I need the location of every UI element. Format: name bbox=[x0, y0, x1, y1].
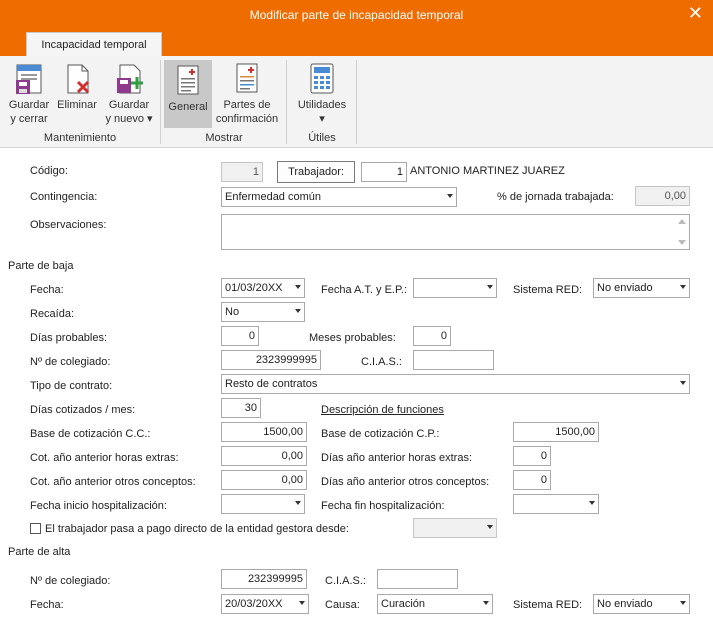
alta-fecha-picker[interactable] bbox=[221, 594, 309, 614]
chevron-down-icon bbox=[295, 501, 301, 505]
tab-incapacidad-temporal[interactable]: Incapacidad temporal bbox=[26, 32, 162, 56]
hosp-inicio-label: Fecha inicio hospitalización: bbox=[30, 500, 167, 512]
base-cp-field[interactable]: 1500,00 bbox=[513, 422, 599, 442]
group-mantenimiento: Mantenimiento bbox=[43, 132, 117, 144]
trabajador-code-field[interactable]: 1 bbox=[361, 162, 407, 182]
causa-label: Causa: bbox=[325, 599, 360, 611]
alta-sistema-red-select[interactable] bbox=[593, 594, 690, 614]
alta-cias-field[interactable] bbox=[377, 569, 458, 589]
meses-probables-label: Meses probables: bbox=[309, 332, 396, 344]
contingencia-select[interactable] bbox=[221, 187, 457, 207]
save-new-button[interactable] bbox=[104, 58, 154, 126]
pago-directo-checkbox[interactable] bbox=[30, 523, 41, 534]
save-close-label-2: y cerrar bbox=[10, 113, 48, 125]
dias-cotizados-label: Días cotizados / mes: bbox=[30, 404, 136, 416]
tab-strip bbox=[0, 30, 713, 56]
alta-colegiado-label: Nº de colegiado: bbox=[30, 575, 111, 587]
alta-fecha-label: Fecha: bbox=[30, 599, 64, 611]
cot-otros-field[interactable]: 0,00 bbox=[221, 470, 307, 490]
baja-fecha-picker[interactable] bbox=[221, 278, 305, 298]
jornada-field[interactable]: 0,00 bbox=[635, 186, 690, 206]
cot-horas-field[interactable]: 0,00 bbox=[221, 446, 307, 466]
meses-probables-field[interactable]: 0 bbox=[413, 326, 451, 346]
baja-fecha-label: Fecha: bbox=[30, 284, 64, 296]
window-title: Modificar parte de incapacidad temporal bbox=[249, 8, 464, 22]
baja-sistema-red-select[interactable] bbox=[593, 278, 690, 298]
form-area bbox=[0, 148, 713, 631]
hosp-fin-label: Fecha fin hospitalización: bbox=[321, 500, 445, 512]
fecha-at-picker[interactable] bbox=[413, 278, 497, 298]
alta-fecha-value: 20/03/20XX bbox=[225, 598, 283, 610]
dias-horas-label: Días año anterior horas extras: bbox=[321, 452, 473, 464]
alta-sistema-red-value: No enviado bbox=[597, 598, 653, 610]
baja-cias-field[interactable] bbox=[413, 350, 494, 370]
causa-value: Curación bbox=[381, 598, 426, 610]
baja-sistema-red-label: Sistema RED: bbox=[513, 284, 583, 296]
save-close-icon bbox=[14, 62, 44, 96]
general-label: General bbox=[168, 101, 208, 113]
baja-colegiado-label: Nº de colegiado: bbox=[30, 356, 111, 368]
fecha-at-label: Fecha A.T. y E.P.: bbox=[321, 284, 408, 296]
baja-colegiado-field[interactable]: 2323999995 bbox=[221, 350, 321, 370]
chevron-down-icon bbox=[680, 285, 686, 289]
dias-otros-field[interactable]: 0 bbox=[513, 470, 551, 490]
recaida-label: Recaída: bbox=[30, 308, 75, 320]
tipo-contrato-select[interactable] bbox=[221, 374, 690, 394]
save-new-icon bbox=[114, 62, 144, 96]
recaida-value: No bbox=[225, 306, 240, 318]
contingencia-label: Contingencia: bbox=[30, 191, 98, 203]
alta-section-title: Parte de alta bbox=[8, 546, 71, 558]
chevron-down-icon bbox=[299, 601, 305, 605]
utilities-dropdown-arrow: ▾ bbox=[319, 113, 325, 125]
chevron-down-icon bbox=[447, 194, 453, 198]
chevron-down-icon bbox=[680, 601, 686, 605]
descripcion-funciones-link[interactable]: Descripción de funciones bbox=[321, 404, 444, 416]
group-mostrar: Mostrar bbox=[205, 132, 243, 144]
base-cc-field[interactable]: 1500,00 bbox=[221, 422, 307, 442]
chevron-down-icon bbox=[680, 381, 686, 385]
hosp-fin-picker[interactable] bbox=[513, 494, 599, 514]
medical-document-icon bbox=[232, 62, 262, 96]
ribbon-separator bbox=[286, 60, 287, 144]
medical-document-icon bbox=[173, 64, 203, 98]
tipo-contrato-value: Resto de contratos bbox=[225, 378, 318, 390]
scroll-down-icon[interactable] bbox=[678, 240, 686, 245]
chevron-down-icon bbox=[487, 525, 493, 529]
hosp-inicio-picker[interactable] bbox=[221, 494, 305, 514]
observaciones-textarea[interactable] bbox=[221, 214, 690, 250]
alta-colegiado-field[interactable]: 232399995 bbox=[221, 569, 307, 589]
dias-cotizados-field[interactable]: 30 bbox=[221, 398, 261, 418]
delete-icon bbox=[62, 62, 92, 96]
chevron-down-icon bbox=[483, 601, 489, 605]
ribbon-separator bbox=[160, 60, 161, 144]
pago-directo-picker[interactable] bbox=[413, 518, 497, 538]
tipo-contrato-label: Tipo de contrato: bbox=[30, 380, 113, 392]
observaciones-label: Observaciones: bbox=[30, 219, 107, 231]
general-button[interactable] bbox=[164, 60, 212, 128]
cot-otros-label: Cot. año anterior otros conceptos: bbox=[30, 476, 196, 488]
dias-otros-label: Días año anterior otros conceptos: bbox=[321, 476, 490, 488]
alta-cias-label: C.I.A.S.: bbox=[325, 575, 366, 587]
title-bar bbox=[0, 0, 713, 30]
confirmation-parts-label-2: confirmación bbox=[215, 113, 279, 125]
codigo-field[interactable]: 1 bbox=[221, 162, 263, 182]
chevron-down-icon bbox=[295, 309, 301, 313]
delete-label: Eliminar bbox=[57, 99, 97, 111]
contingencia-value: Enfermedad común bbox=[225, 191, 321, 203]
chevron-down-icon bbox=[295, 285, 301, 289]
utilities-label: Utilidades bbox=[297, 99, 347, 111]
save-close-button[interactable] bbox=[6, 58, 52, 126]
baja-sistema-red-value: No enviado bbox=[597, 282, 653, 294]
jornada-label: % de jornada trabajada: bbox=[497, 191, 614, 203]
causa-select[interactable] bbox=[377, 594, 493, 614]
codigo-label: Código: bbox=[30, 165, 68, 177]
dias-probables-label: Días probables: bbox=[30, 332, 108, 344]
chevron-down-icon bbox=[589, 501, 595, 505]
baja-cias-label: C.I.A.S.: bbox=[361, 356, 402, 368]
scroll-up-icon[interactable] bbox=[678, 219, 686, 224]
calculator-icon bbox=[307, 62, 337, 96]
pago-directo-label: El trabajador pasa a pago directo de la entidad gestora desde: bbox=[45, 523, 349, 535]
baja-fecha-value: 01/03/20XX bbox=[225, 282, 283, 294]
trabajador-name: ANTONIO MARTINEZ JUAREZ bbox=[410, 165, 565, 177]
save-close-label-1: Guardar bbox=[8, 99, 50, 111]
save-new-label-1: Guardar bbox=[108, 99, 150, 111]
dias-horas-field[interactable]: 0 bbox=[513, 446, 551, 466]
utilities-button[interactable] bbox=[292, 58, 352, 126]
cot-horas-label: Cot. año anterior horas extras: bbox=[30, 452, 179, 464]
baja-section-title: Parte de baja bbox=[8, 260, 74, 272]
ribbon bbox=[0, 56, 713, 148]
dias-probables-field[interactable]: 0 bbox=[221, 326, 259, 346]
chevron-down-icon bbox=[487, 285, 493, 289]
delete-button[interactable] bbox=[54, 58, 100, 112]
trabajador-button[interactable]: Trabajador: bbox=[277, 161, 355, 183]
confirmation-parts-label-1: Partes de bbox=[223, 99, 271, 111]
recaida-select[interactable] bbox=[221, 302, 305, 322]
confirmation-parts-button[interactable] bbox=[214, 58, 280, 126]
close-icon[interactable]: ✕ bbox=[687, 3, 703, 23]
base-cc-label: Base de cotización C.C.: bbox=[30, 428, 151, 440]
base-cp-label: Base de cotización C.P.: bbox=[321, 428, 440, 440]
ribbon-separator bbox=[356, 60, 357, 144]
save-new-label-2: y nuevo ▾ bbox=[105, 113, 153, 125]
group-utiles: Útiles bbox=[308, 132, 336, 144]
alta-sistema-red-label: Sistema RED: bbox=[513, 599, 583, 611]
